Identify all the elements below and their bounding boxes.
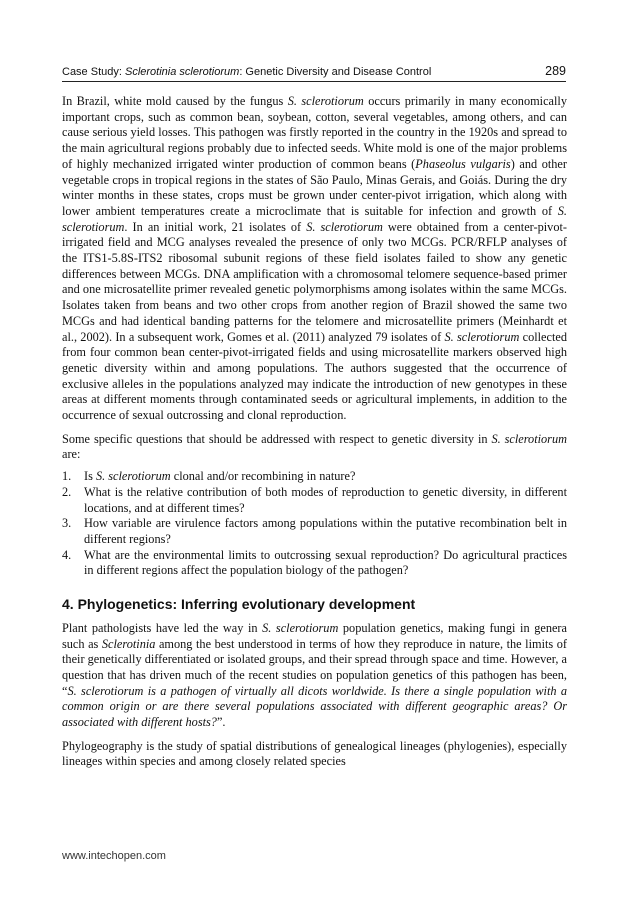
list-item [62, 548, 567, 579]
text-run: ) and other vegetable crops in tropical regions in the states of São Paulo, Minas Gerais, and Goiás. During the dry winter months in these states, crops must be grown under center-pivot irrigation, which along with lower ambient temperatures create a microclimate that is suitable for infection and growth of [62, 156, 567, 218]
text-run: What is the relative contribution of both modes of reproduction to genetic diversity, in different locations, and at different times? [84, 484, 567, 515]
running-title-prefix: Case Study: [62, 66, 125, 78]
list-number: 1. [62, 469, 72, 484]
species-name: S. sclerotiorum [491, 431, 567, 446]
text-run: How variable are virulence factors among populations within the putative recombination belt in different regions? [84, 516, 567, 546]
species-name: S. sclerotiorum [62, 203, 567, 234]
text-run: What are the environmental limits to outcrossing sexual reproduction? Do agricultural practices in different regions affect the population biology of the pathogen? [84, 547, 567, 578]
text-run: . In an initial work, 21 isolates of [124, 219, 307, 234]
list-text [84, 469, 567, 485]
list-item [62, 516, 567, 547]
header-rule [62, 81, 566, 82]
text-run: population genetics, making fungi in genera such as [62, 620, 567, 651]
running-header [62, 64, 566, 78]
main-content [62, 94, 567, 770]
text-run: ”. [216, 715, 226, 730]
list-number: 4. [62, 547, 72, 562]
page-number: 289 [545, 64, 566, 78]
italic-quote: S. sclerotiorum is a pathogen of virtually all dicots worldwide. Is there a single population with a common origin or are there several populations associated with different geographic areas? Or associated with different hosts? [62, 683, 567, 730]
section-heading: 4. Phylogenetics: Inferring evolutionary development [62, 596, 416, 613]
species-name: S. sclerotiorum [262, 620, 339, 635]
genus-name: Sclerotinia [101, 636, 156, 651]
text-run: In Brazil, white mold caused by the fungus [62, 94, 288, 108]
text-run: Some specific questions that should be addressed with respect to genetic diversity in [62, 431, 492, 446]
species-name: S. sclerotiorum [95, 469, 171, 484]
text-run: Is [84, 469, 96, 484]
paragraph-phylogeography: Phylogeography is the study of spatial distributions of genealogical lineages (phylogenies), especially lineages within species and among closely related species [62, 738, 567, 769]
species-name: S. sclerotiorum [444, 329, 520, 344]
species-name: Phaseolus vulgaris [415, 156, 511, 171]
paragraph-brazil-white-mold [62, 94, 567, 424]
paragraph-plant-pathologists [62, 621, 567, 731]
text-run: are: [62, 447, 81, 462]
text-run: clonal and/or recombining in nature? [170, 469, 356, 484]
list-item [62, 485, 567, 516]
list-text [84, 548, 567, 579]
running-title [62, 66, 431, 78]
text-run: occurs primarily in many economically important crops, such as common bean, soybean, cotton, several vegetables, among others, and can cause serious yield losses. This pathogen was firstly reported in the country in the 1920s and spread to the main agricultural regions probably due to infected seeds. White mold is one of the major problems of highly mechanized irrigated winter production of common beans ( [62, 94, 567, 171]
running-title-species: Sclerotinia sclerotiorum [124, 66, 240, 78]
running-title-suffix: : Genetic Diversity and Disease Control [239, 66, 432, 78]
footer-url: www.intechopen.com [62, 850, 166, 862]
list-number: 2. [62, 484, 72, 499]
text-run: among the best understood in terms of how they reproduce in nature, the limits of their genetically differentiated or isolated groups, and their spread through space and time. However, a question that has driven much of the recent studies on population genetics of this pathogen has been, “ [62, 636, 567, 698]
list-text [84, 485, 567, 516]
text-run: Plant pathologists have led the way in [62, 620, 263, 635]
paragraph-questions-intro [62, 432, 567, 463]
questions-list [62, 469, 567, 579]
list-text [84, 516, 567, 547]
text-run: collected from four common bean center-pivot-irrigated fields and using microsatellite markers observed high genetic diversity within and among populations. The authors suggested that the occurrence of exclusive alleles in the populations analyzed may indicate the introduction of new genotypes in these areas at different moments through contaminated seeds or agricultural implements, in addition to the occurrence of sexual outcrossing and clonal reproduction. [62, 329, 567, 423]
species-name: S. sclerotiorum [287, 94, 364, 108]
species-name: S. sclerotiorum [306, 219, 383, 234]
text-run: were obtained from a center-pivot-irrigated field and MCG analyses revealed the presence of only two MCGs. PCR/RFLP analyses of the ITS1-5.8S-ITS2 ribosomal subunit regions of these field isolates failed to show any genetic differences between MCGs. DNA amplification with a chromosomal telomere sequence-based primer and one microsatellite primer revealed genetic polymorphisms among isolates within the same MCGs. Isolates taken from beans and two other crops from another region of Brazil showed the same two MCGs and had identical banding patterns for the telomere and microsatellite primers (Meinhardt et al., 2002). In a subsequent work, Gomes et al. (2011) analyzed 79 isolates of [62, 219, 567, 344]
list-item [62, 469, 567, 485]
list-number: 3. [62, 516, 72, 531]
